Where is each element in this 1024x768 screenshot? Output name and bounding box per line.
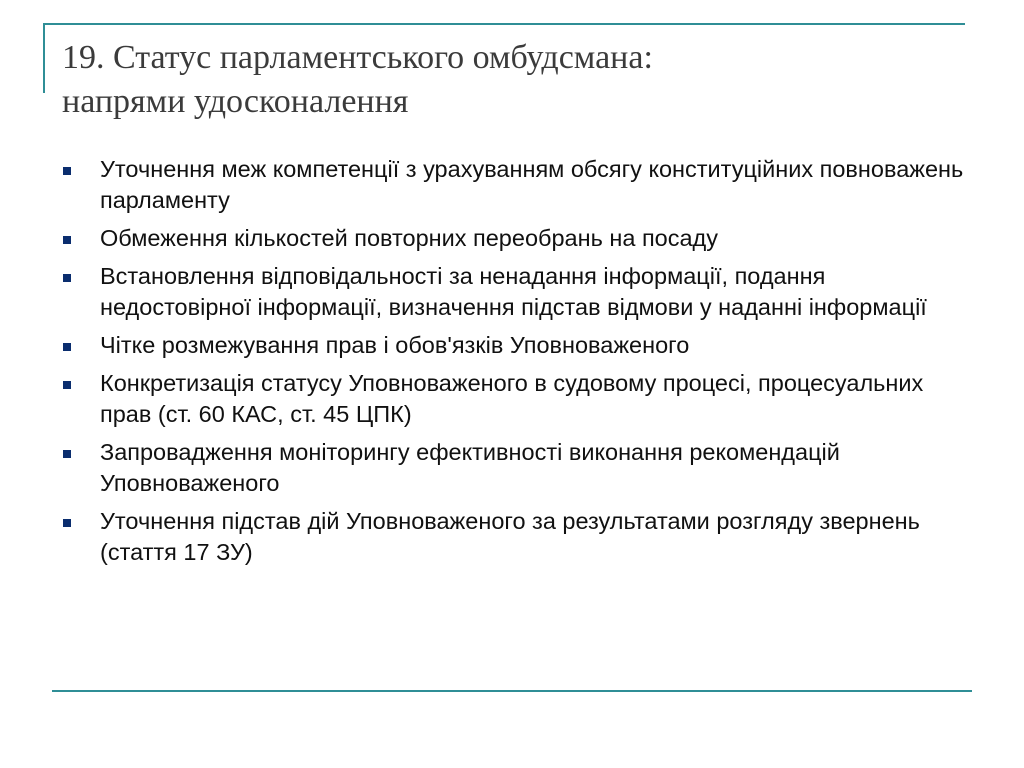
square-bullet-icon <box>63 274 71 282</box>
top-divider <box>43 23 965 25</box>
bullet-text: Встановлення відповідальності за ненадання інформації, подання недостовірної інформації, визначення підстав відмови у наданні інформації <box>100 263 927 320</box>
bullet-item <box>62 261 977 323</box>
bullet-item <box>62 506 977 568</box>
square-bullet-icon <box>63 167 71 175</box>
left-divider <box>43 23 45 93</box>
bullet-text: Уточнення меж компетенції з урахуванням обсягу конституційних повноважень парламенту <box>100 156 964 213</box>
square-bullet-icon <box>63 381 71 389</box>
bullet-text: Конкретизація статусу Уповноваженого в судовому процесі, процесуальних прав (ст. 60 КАС, ст. 45 ЦПК) <box>100 370 924 427</box>
slide-title <box>62 36 962 124</box>
bullet-item <box>62 437 977 499</box>
bottom-divider <box>52 690 972 692</box>
square-bullet-icon <box>63 450 71 458</box>
square-bullet-icon <box>63 236 71 244</box>
bullet-item <box>62 223 977 254</box>
bullet-text: Обмеження кількостей повторних переобрань на посаду <box>100 225 719 251</box>
bullet-text: Чітке розмежування прав і обов'язків Уповноваженого <box>100 332 690 358</box>
bullet-list <box>62 154 977 575</box>
slide-title-line-2: напрями удосконалення <box>62 83 409 120</box>
bullet-text: Запровадження моніторингу ефективності виконання рекомендацій Уповноваженого <box>100 439 840 496</box>
bullet-item <box>62 154 977 216</box>
bullet-text: Уточнення підстав дій Уповноваженого за результатами розгляду звернень (стаття 17 ЗУ) <box>100 508 920 565</box>
slide-title-line-1: 19. Статус парламентського омбудсмана: <box>62 39 653 76</box>
square-bullet-icon <box>63 343 71 351</box>
bullet-item <box>62 368 977 430</box>
bullet-item <box>62 330 977 361</box>
square-bullet-icon <box>63 519 71 527</box>
